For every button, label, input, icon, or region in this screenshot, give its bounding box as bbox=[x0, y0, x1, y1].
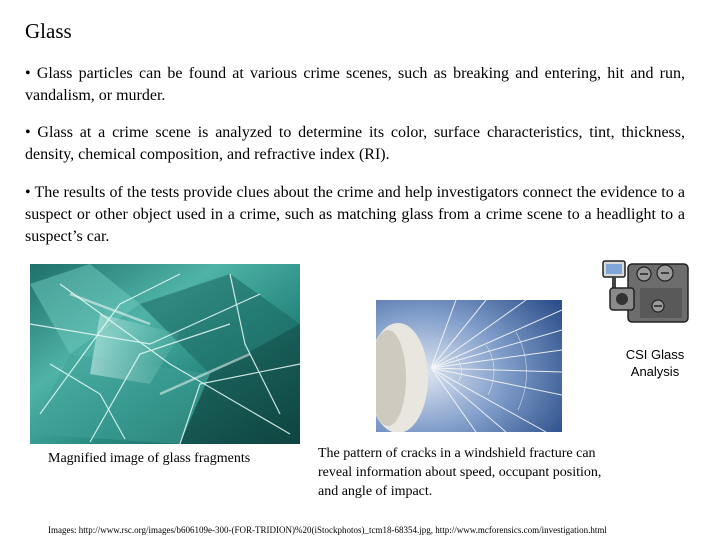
camera-caption: CSI Glass Analysis bbox=[625, 347, 685, 379]
image-credits: Images: http://www.rsc.org/images/b606109e-300-(FOR-TRIDION)%20(iStockphotos)_tcm18-68354.jpg, http://www.mcforensics.com/investigation.html bbox=[48, 525, 607, 535]
bullet-test-results: • The results of the tests provide clues about the crime and help investigators connect the evidence to a suspect or other object used in a crime, such as matching glass from a crime scene to a headlight to a suspect’s car. bbox=[25, 184, 685, 245]
video-camera-icon bbox=[600, 244, 692, 332]
bullet-glass-analysis: • Glass at a crime scene is analyzed to determine its color, surface characteristics, tint, thickness, density, chemical composition, and refractive index (RI). bbox=[25, 124, 685, 163]
windshield-crack-image bbox=[376, 300, 562, 432]
glass-fragments-image bbox=[30, 264, 300, 444]
glass-image-caption: Magnified image of glass fragments bbox=[48, 451, 251, 466]
slide-title: Glass bbox=[25, 19, 72, 43]
bullet-glass-particles: • Glass particles can be found at various crime scenes, such as breaking and entering, hit and run, vandalism, or murder. bbox=[25, 65, 685, 104]
crack-image-caption: The pattern of cracks in a windshield fracture can reveal information about speed, occupant position, and angle of impact. bbox=[318, 446, 602, 499]
